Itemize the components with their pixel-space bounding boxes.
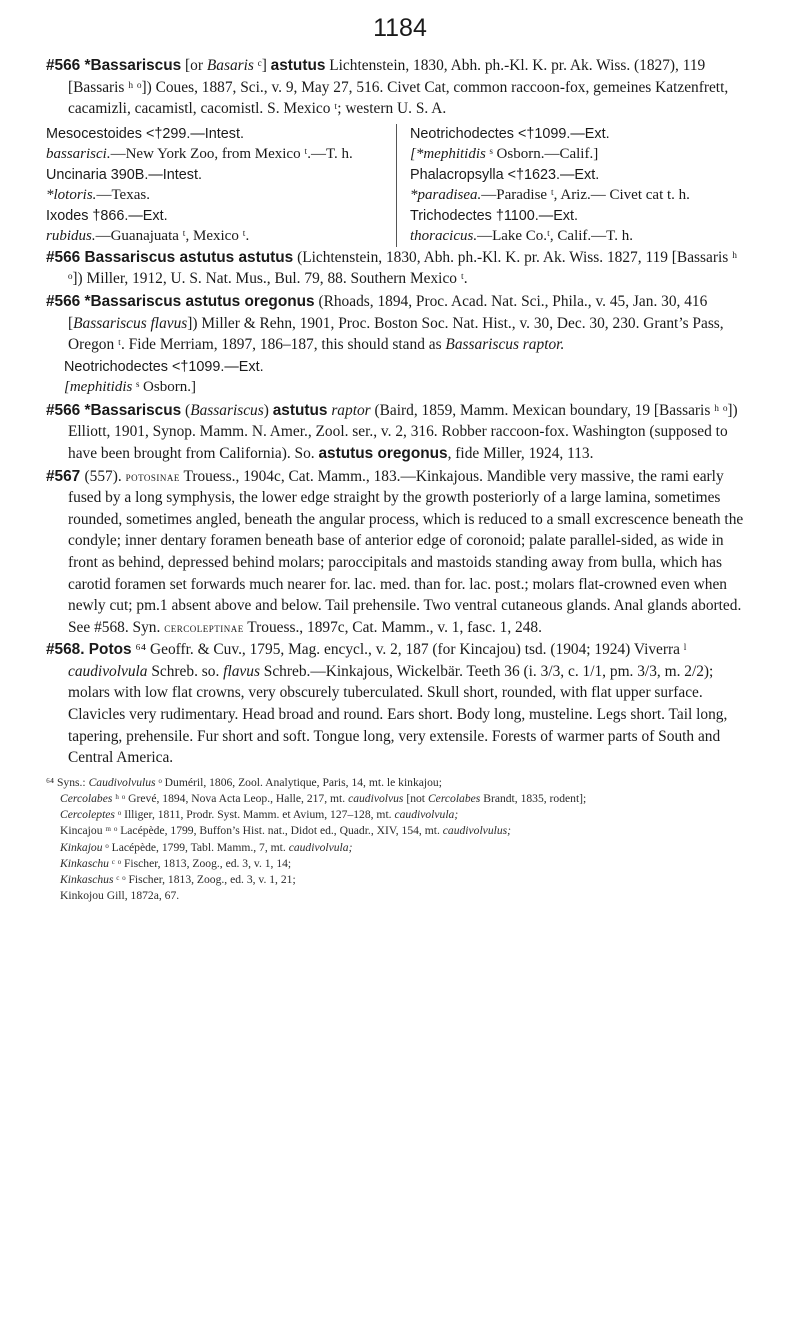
entry-bassariscus-astutus-astutus: #566 Bassariscus astutus astutus (Lichtenstein, 1830, Abh. ph.-Kl. K. pr. Ak. Wiss. 1827, 119 [Bassaris ʰ ᵒ]) Miller, 1912, U. S. Nat. Mus., Bul. 79, 88. Southern Mexico ᵗ. [46,248,738,288]
document-page [46,14,754,904]
page-number: 1184 [373,14,427,42]
species-name: astutus [270,57,326,74]
parasite-genus: Neotrichodectes <†1099.—Ext. [410,125,610,142]
parasite-species: *paradisea.—Paradise ᵗ, Ariz.— Civet cat t. h. [410,187,690,204]
entry-bassariscus-astutus: #566 *Bassariscus [or Basaris ᶜ] astutus Lichtenstein, 1830, Abh. ph.-Kl. K. pr. Ak. Wiss. (1827), 119 [Bassaris ʰ ᵒ]) Coues, 1887, Sci., v. 9, May 27, 516. Civet Cat, common raccoon-fox, gemeines Katzenfrett, cacamizli, cacamistl, cacomistl. S. Mexico ᵗ; western U. S. A. [46,57,729,118]
footnote-line: Kinkajou ᵒ Lacépède, 1799, Tabl. Mamm., 7, mt. caudivolvula; [60,840,353,854]
genus-name: *Bassariscus [84,401,182,419]
parasite-species: thoracicus.—Lake Co.ᵗ, Calif.—T. h. [410,228,633,245]
entry-number: #568. [46,641,89,659]
genus-name: Potos [88,641,132,659]
parasite-genus: Uncinaria 390B.—Intest. [46,166,202,183]
entry-number: #566 [46,292,85,310]
parasite-genus: Phalacropsylla <†1623.—Ext. [410,166,600,183]
entry-number: #566 [46,57,85,74]
footnotes [46,775,754,905]
entry-number: #566 [46,401,85,419]
taxon-name: Bassariscus astutus astutus [84,248,294,266]
footnote-line: Cercoleptes ᵒ Illiger, 1811, Prodr. Syst. Mamm. et Avium, 127–128, mt. caudivolvula; [60,808,459,822]
entry-number: #567 [46,467,85,485]
entry-bassariscus-astutus-raptor: #566 *Bassariscus (Bassariscus) astutus raptor (Baird, 1859, Mamm. Mexican boundary, 19 [Bassaris ʰ ᵒ]) Elliott, 1901, Synop. Mamm. N. Amer., Zool. ser., v. 2, 316. Robber raccoon-fox. Washington (supposed to have been brought from California). So. astutus oregonus, fide Miller, 1924, 113. [46,401,738,462]
entry-potos: #568. Potos ⁶⁴ Geoffr. & Cuv., 1795, Mag. encycl., v. 2, 187 (for Kincajou) tsd. (1904; 1924) Viverra ˡ caudivolvula Schreb. so. flavus Schreb.—Kinkajous, Wickelbär. Teeth 36 (i. 3/3, c. 1/1, pm. 3/3, m. 2/2); molars with low flat crowns, very obscurely tuberculated. Skull short, rounded, with flat upper surface. Clavicles very rudimentary. Head broad and round. Ears short. Body long, musteline. Legs short. Tail long, tapering, prehensile. Fur short and soft. Tongue long, very extensile. Forests of warmer parts of South and Central America. [46,641,728,767]
parasite-column-right [404,124,754,247]
parasite-genus: Ixodes †866.—Ext. [46,207,168,224]
parasite-species: bassarisci.—New York Zoo, from Mexico ᵗ.—T. h. [46,146,353,163]
entry-potosinae: #567 (557). potosinae Trouess., 1904c, Cat. Mamm., 183.—Kinkajous. Mandible very massive, the rami early fused by a long symphysis, the lower edge straight by the growth posteriorly of a large lamina, sometimes rounded, sometimes angled, beneath the angular process, which is reduced to a small excrescence beneath the condyle; inner dentary foramen beneath base of anterior edge of coronoid; palate parallel-sided, as wide in front as behind, depressed behind molars; paroccipitals and mastoids standing away from bulla, which has carotid foramen set forwards much nearer for. lac. med. than for. lac. post.; molars flat-crowned even when newly cut; pm.1 absent above and below. Tail prehensile. Two ventral cutaneous glands. Anal glands aborted. See #568. Syn. cercoleptinae Trouess., 1897c, Cat. Mamm., v. 1, fasc. 1, 248. [46,467,744,636]
entry-number: #566 [46,248,85,266]
footnote: ⁶⁴ Syns.: Caudivolvulus ᵒ Duméril, 1806, Zool. Analytique, Paris, 14, mt. le kinkajou; [46,775,442,789]
taxon-name: *Bassariscus astutus oregonus [84,292,315,310]
footnote-line: Kinkojou Gill, 1872a, 67. [60,889,180,903]
footnote-line: Kincajou ᵐ ᵒ Lacépède, 1799, Buffon’s Hist. nat., Didot ed., Quadr., XIV, 154, mt. caudivolvulus; [60,824,512,838]
footnote-line: Cercolabes ʰ ᵒ Grevé, 1894, Nova Acta Leop., Halle, 217, mt. caudivolvus [not Cercolabes Brandt, 1835, rodent]; [60,792,587,806]
parasite-species: [*mephitidis ˢ Osborn.—Calif.] [410,146,599,163]
footnote-line: Kinkaschu ᶜ ᵒ Fischer, 1813, Zoog., ed. 3, v. 1, 14; [60,856,292,870]
parasite-columns [46,124,754,247]
parasite-column-left [46,124,397,247]
parasite-genus: Neotrichodectes <†1099.—Ext. [64,358,264,375]
parasite-genus: Mesocestoides <†299.—Intest. [46,125,244,142]
parasite-species: [mephitidis ˢ Osborn.] [64,379,196,396]
genus-name: *Bassariscus [84,57,182,74]
footnote-line: Kinkaschus ᶜ ᵒ Fischer, 1813, Zoog., ed. 3, v. 1, 21; [60,873,296,887]
parasite-genus: Trichodectes †1100.—Ext. [410,207,578,224]
subfamily-name: potosinae [125,468,180,484]
parasite-species: rubidus.—Guanajuata ᵗ, Mexico ᵗ. [46,228,250,245]
parasite-species: *lotoris.—Texas. [46,187,150,204]
entry-bassariscus-astutus-oregonus: #566 *Bassariscus astutus oregonus (Rhoads, 1894, Proc. Acad. Nat. Sci., Phila., v. 45, Jan. 30, 416 [Bassariscus flavus]) Miller & Rehn, 1901, Proc. Boston Soc. Nat. Hist., v. 30, Dec. 30, 230. Grant’s Pass, Oregon ᵗ. Fide Merriam, 1897, 186–187, this should stand as Bassariscus raptor. [46,292,724,354]
